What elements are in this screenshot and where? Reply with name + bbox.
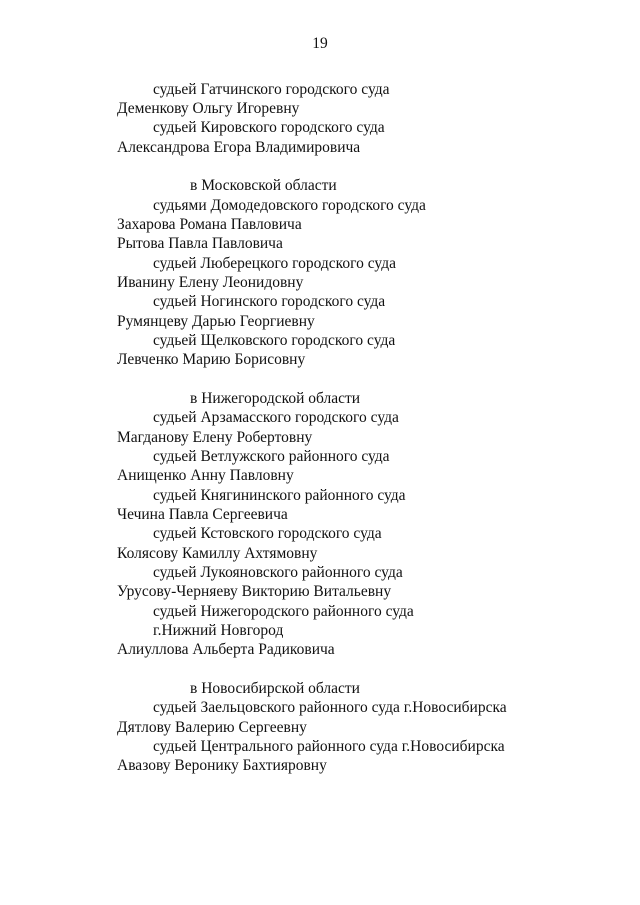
judge-name: Дятлову Валерию Сергеевну [117,719,307,736]
judge-name: Румянцеву Дарью Георгиевну [117,313,315,330]
court-line: судьей Кстовского городского суда [153,525,382,542]
region-heading: в Московской области [190,177,337,194]
court-line: судьей Нижегородского районного суда [153,603,414,620]
judge-name: Чечина Павла Сергеевича [117,506,288,523]
court-line: судьями Домодедовского городского суда [153,197,426,214]
page-number: 19 [312,35,328,52]
judge-name: Иванину Елену Леонидовну [117,274,304,291]
court-line: судьей Заельцовского районного суда г.Новосибирска [153,699,507,716]
court-line: судьей Лукояновского районного суда [153,564,403,581]
court-line: судьей Арзамасского городского суда [153,409,399,426]
judge-name: Захарова Романа Павловича [117,216,302,233]
judge-name: Магданову Елену Робертовну [117,429,313,446]
judge-name: Колясову Камиллу Ахтямовну [117,545,318,562]
court-line: г.Нижний Новгород [153,622,284,639]
region-heading: в Новосибирской области [190,680,360,697]
judge-name: Левченко Марию Борисовну [117,351,306,368]
judge-name: Александрова Егора Владимировича [117,139,361,156]
court-line: судьей Ветлужского районного суда [153,448,390,465]
court-line: судьей Люберецкого городского суда [153,255,396,272]
court-line: судьей Гатчинского городского суда [153,81,390,98]
court-line: судьей Княгининского районного суда [153,487,406,504]
judge-name: Авазову Веронику Бахтияровну [117,757,327,774]
judge-name: Урусову-Черняеву Викторию Витальевну [117,583,392,600]
judge-name: Алиуллова Альберта Радиковича [117,641,335,658]
region-heading: в Нижегородской области [190,390,361,407]
court-line: судьей Кировского городского суда [153,119,385,136]
judge-name: Деменкову Ольгу Игоревну [117,100,300,117]
court-line: судьей Ногинского городского суда [153,293,386,310]
judge-name: Анищенко Анну Павловну [117,467,294,484]
judge-name: Рытова Павла Павловича [117,235,283,252]
court-line: судьей Щелковского городского суда [153,332,396,349]
court-line: судьей Центрального районного суда г.Новосибирска [153,738,505,755]
